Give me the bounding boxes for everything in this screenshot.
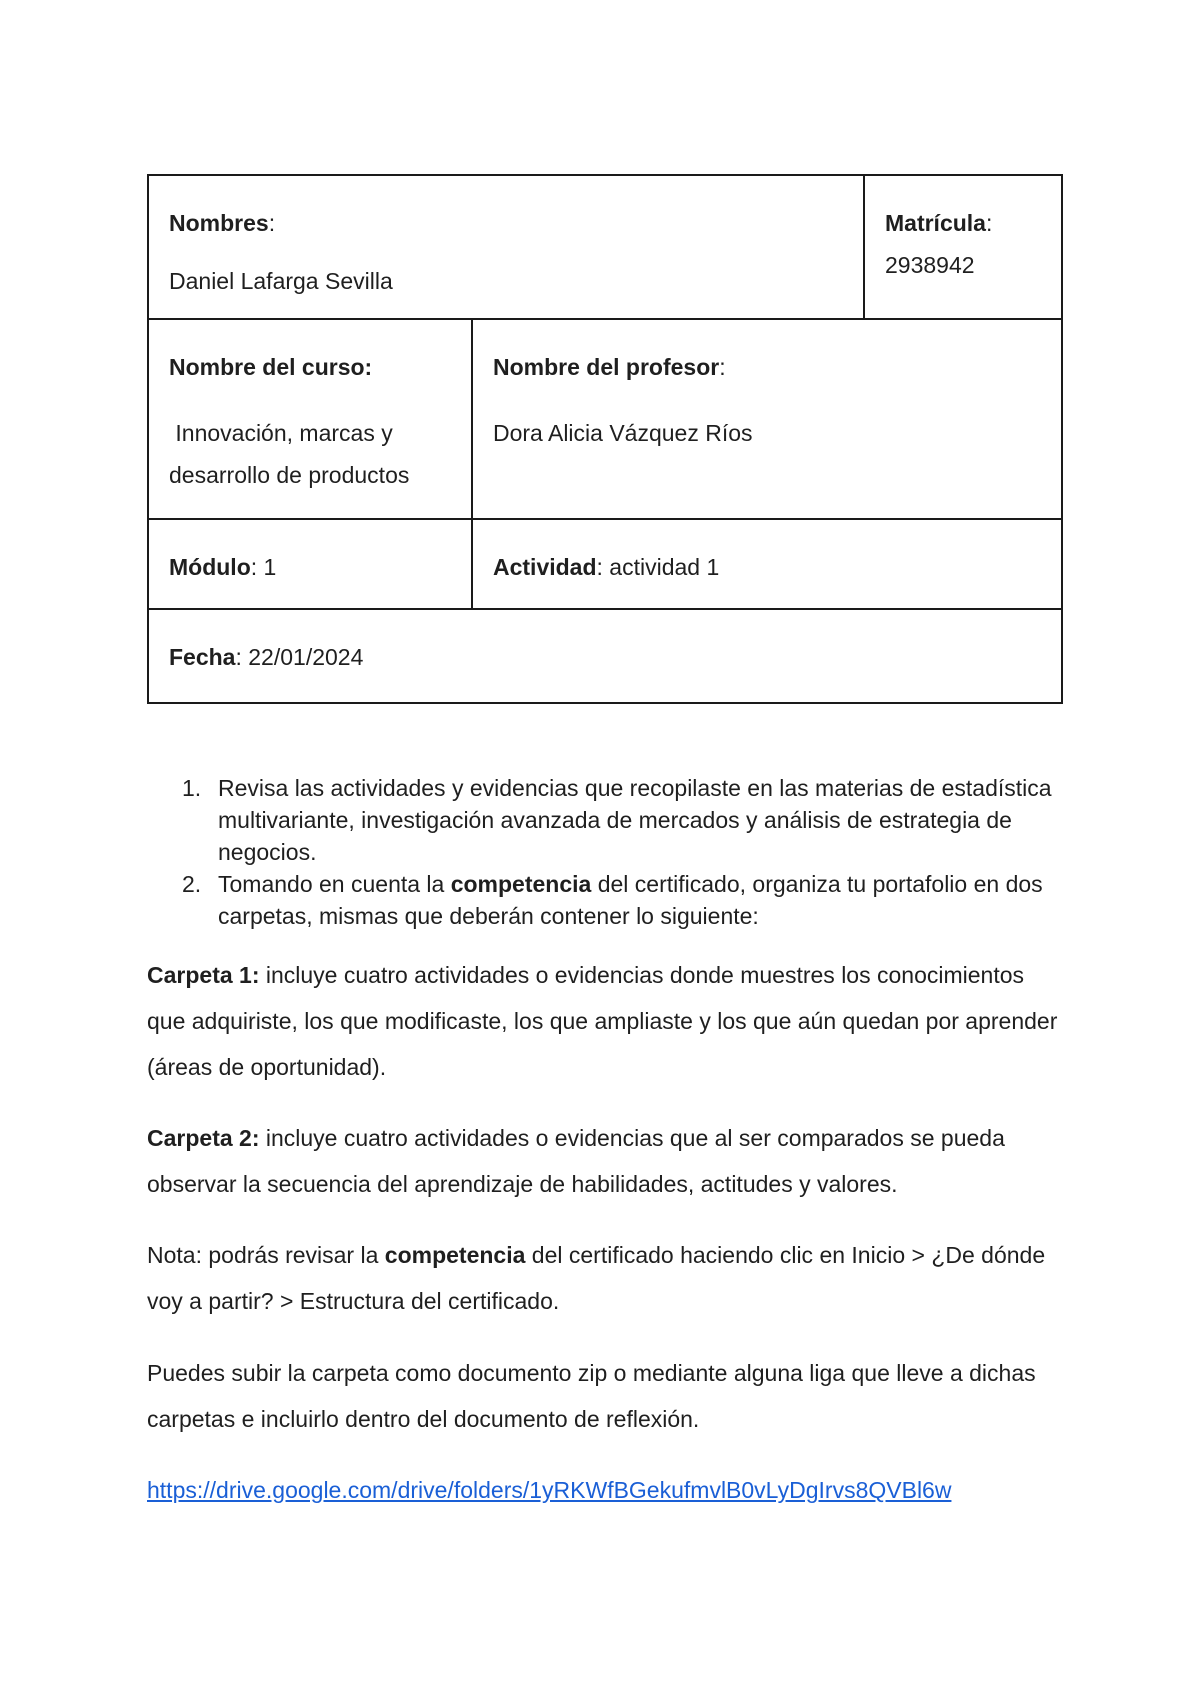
curso-label: Nombre del curso: [169, 354, 373, 380]
curso-value-line2: desarrollo de productos [169, 462, 410, 488]
fecha-cell [148, 609, 1062, 703]
nombres-cell [148, 175, 864, 319]
profesor-value: Dora Alicia Vázquez Ríos [493, 420, 753, 446]
list-item [170, 868, 1070, 932]
carpeta2-paragraph [147, 1115, 1067, 1207]
instruction-text-after: del certificado, organiza tu portafolio en dos carpetas, mismas que deberán contener lo siguiente: [218, 871, 1043, 929]
instruction-text: Revisa las actividades y evidencias que recopilaste en las materias de estadística multivariante, investigación avanzada de mercados y análisis de estrategia de negocios. [218, 775, 1052, 865]
modulo-value: : 1 [250, 554, 277, 580]
instruction-bold: competencia [450, 871, 592, 897]
drive-folder-link[interactable]: https://drive.google.com/drive/folders/1yRKWfBGekufmvlB0vLyDgIrvs8QVBl6w [147, 1477, 952, 1503]
table-row [148, 609, 1062, 703]
list-item [170, 772, 1070, 868]
fecha-label: Fecha [169, 644, 236, 670]
carpeta2-label: Carpeta 2: [147, 1125, 260, 1151]
colon: : [985, 210, 993, 236]
table-row [148, 175, 1062, 319]
table-row [148, 319, 1062, 519]
nota-bold: competencia [384, 1242, 526, 1268]
upload-note: Puedes subir la carpeta como documento zip o mediante alguna liga que lleve a dichas carpetas e incluirlo dentro del documento de reflexión. [147, 1360, 1036, 1432]
actividad-label: Actividad [493, 554, 597, 580]
matricula-value: 2938942 [885, 252, 975, 278]
colon: : [268, 210, 276, 236]
carpeta1-label: Carpeta 1: [147, 962, 260, 988]
list-number: 2. [182, 871, 202, 897]
link-paragraph [147, 1467, 1067, 1513]
upload-paragraph [147, 1350, 1067, 1442]
modulo-cell [148, 519, 472, 609]
profesor-label: Nombre del profesor [493, 354, 720, 380]
curso-value-line1-text: Innovación, marcas y [175, 420, 393, 446]
carpeta1-text: incluye cuatro actividades o evidencias donde muestres los conocimientos que adquiriste, los que modificaste, los que ampliaste y los que aún quedan por aprender (áreas de oportunidad). [147, 962, 1058, 1080]
colon: : [719, 354, 726, 380]
curso-cell [148, 319, 472, 519]
list-number: 1. [182, 775, 202, 801]
nombres-value: Daniel Lafarga Sevilla [169, 268, 393, 294]
actividad-cell [472, 519, 1062, 609]
nombres-label: Nombres [169, 210, 269, 236]
carpeta2-text: incluye cuatro actividades o evidencias que al ser comparados se pueda observar la secuencia del aprendizaje de habilidades, actitudes y valores. [147, 1125, 1005, 1197]
student-info-table [147, 174, 1063, 704]
modulo-label: Módulo [169, 554, 251, 580]
carpeta1-paragraph [147, 952, 1067, 1090]
fecha-value: : 22/01/2024 [235, 644, 364, 670]
matricula-label: Matrícula [885, 210, 986, 236]
nota-text-before: Nota: podrás revisar la [147, 1242, 385, 1268]
table-row [148, 519, 1062, 609]
matricula-cell [864, 175, 1062, 319]
actividad-value: : actividad 1 [596, 554, 720, 580]
nota-paragraph [147, 1232, 1067, 1324]
instructions-list [170, 772, 1070, 932]
nota-text-after: del certificado haciendo clic en Inicio > ¿De dónde voy a partir? > Estructura del certificado. [147, 1242, 1046, 1314]
curso-value-line1 [169, 412, 451, 454]
profesor-cell [472, 319, 1062, 519]
instruction-text-before: Tomando en cuenta la [218, 871, 451, 897]
